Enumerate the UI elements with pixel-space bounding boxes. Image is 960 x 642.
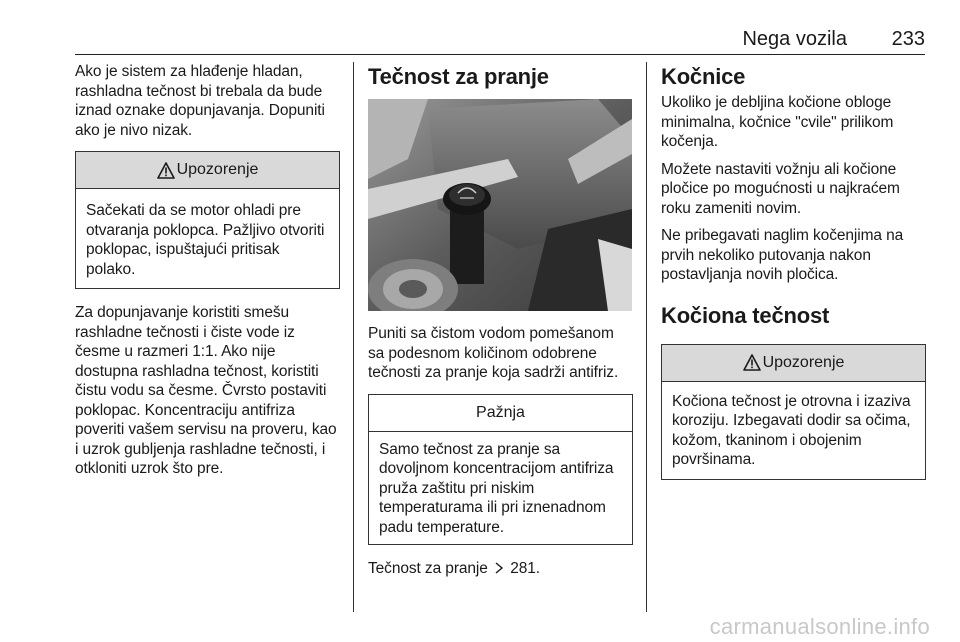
notice-header — [369, 395, 632, 432]
reference-page: 281. — [510, 560, 541, 577]
reference-text: Tečnost za pranje — [368, 560, 488, 577]
brakes-paragraph-2: Možete nastaviti vožnju ali kočione pločice po mogućnosti u najkraćem roku zameniti novim. — [661, 160, 900, 217]
brake-fluid-warning-box — [661, 344, 926, 480]
notice-text: Samo tečnost za pranje sa dovoljnom koncentracijom antifriza pruža zaštitu pri niskim temperaturama ili pri iznenadnom padu temperature. — [379, 440, 614, 536]
section-heading-brake-fluid: Kočiona tečnost — [661, 302, 830, 328]
coolant-warning-box — [75, 151, 340, 289]
washer-notice-box — [368, 394, 633, 546]
header-title: Nega vozila — [742, 28, 847, 50]
washer-fluid-caption: Puniti sa čistom vodom pomešanom sa podesnom količinom odobrene tečnosti za pranje koja sadrži antifriz. — [368, 325, 619, 381]
column-1 — [75, 62, 340, 479]
watermark: carmanualsonline.info — [709, 614, 930, 639]
coolant-body-text: Za dopunjavanje koristiti smešu rashladne tečnosti i čiste vode iz česme u razmeri 1:1. Ako nije dostupna rashladna tečnost, koristiti čistu vodu sa česme. Čvrsto postaviti poklopac. Koncentraciju antifriza poveriti vašem servisu na proveru, kao i uzrok gubljenja rashladne tečnosti, i otkloniti uzrok što pre. — [75, 304, 337, 477]
section-heading-washer-fluid: Tečnost za pranje — [368, 64, 549, 89]
warning-title: Upozorenje — [176, 161, 259, 178]
warning-header — [76, 152, 339, 189]
warning-triangle-icon — [743, 354, 761, 371]
column-divider — [646, 62, 647, 612]
page-reference-arrow-icon — [494, 562, 504, 574]
warning-triangle-icon — [157, 162, 175, 179]
column-divider — [353, 62, 354, 612]
column-3 — [661, 62, 926, 480]
column-2 — [368, 62, 633, 579]
washer-fluid-reservoir-photo — [368, 99, 632, 311]
warning-text: Kočiona tečnost je otrovna i izaziva koroziju. Izbegavati dodir sa očima, kožom, tkaninom i obojenim površinama. — [672, 392, 911, 468]
page-header — [75, 26, 925, 55]
warning-header — [662, 345, 925, 382]
warning-text: Sačekati da se motor ohladi pre otvaranja poklopca. Pažljivo otvoriti poklopac, ispuštajući pritisak polako. — [86, 202, 325, 278]
brakes-paragraph-3: Ne pribegavati naglim kočenjima na prvih nekoliko putovanja nakon postavljanja novih pločica. — [661, 227, 904, 283]
notice-title: Pažnja — [476, 403, 525, 421]
page-number: 233 — [891, 28, 925, 50]
washer-fluid-reference[interactable] — [368, 559, 633, 579]
coolant-intro-text: Ako je sistem za hlađenje hladan, rashladna tečnost bi trebala da bude iznad oznake dopunjavanja. Dopuniti ako je nivo nizak. — [75, 63, 325, 139]
section-heading-brakes: Kočnice — [661, 64, 746, 89]
warning-title: Upozorenje — [762, 353, 845, 371]
washer-fluid-reservoir-illustration — [368, 99, 632, 311]
brakes-paragraph-1: Ukoliko je debljina kočione obloge minimalna, kočnice "cvile" prilikom kočenja. — [661, 94, 894, 150]
